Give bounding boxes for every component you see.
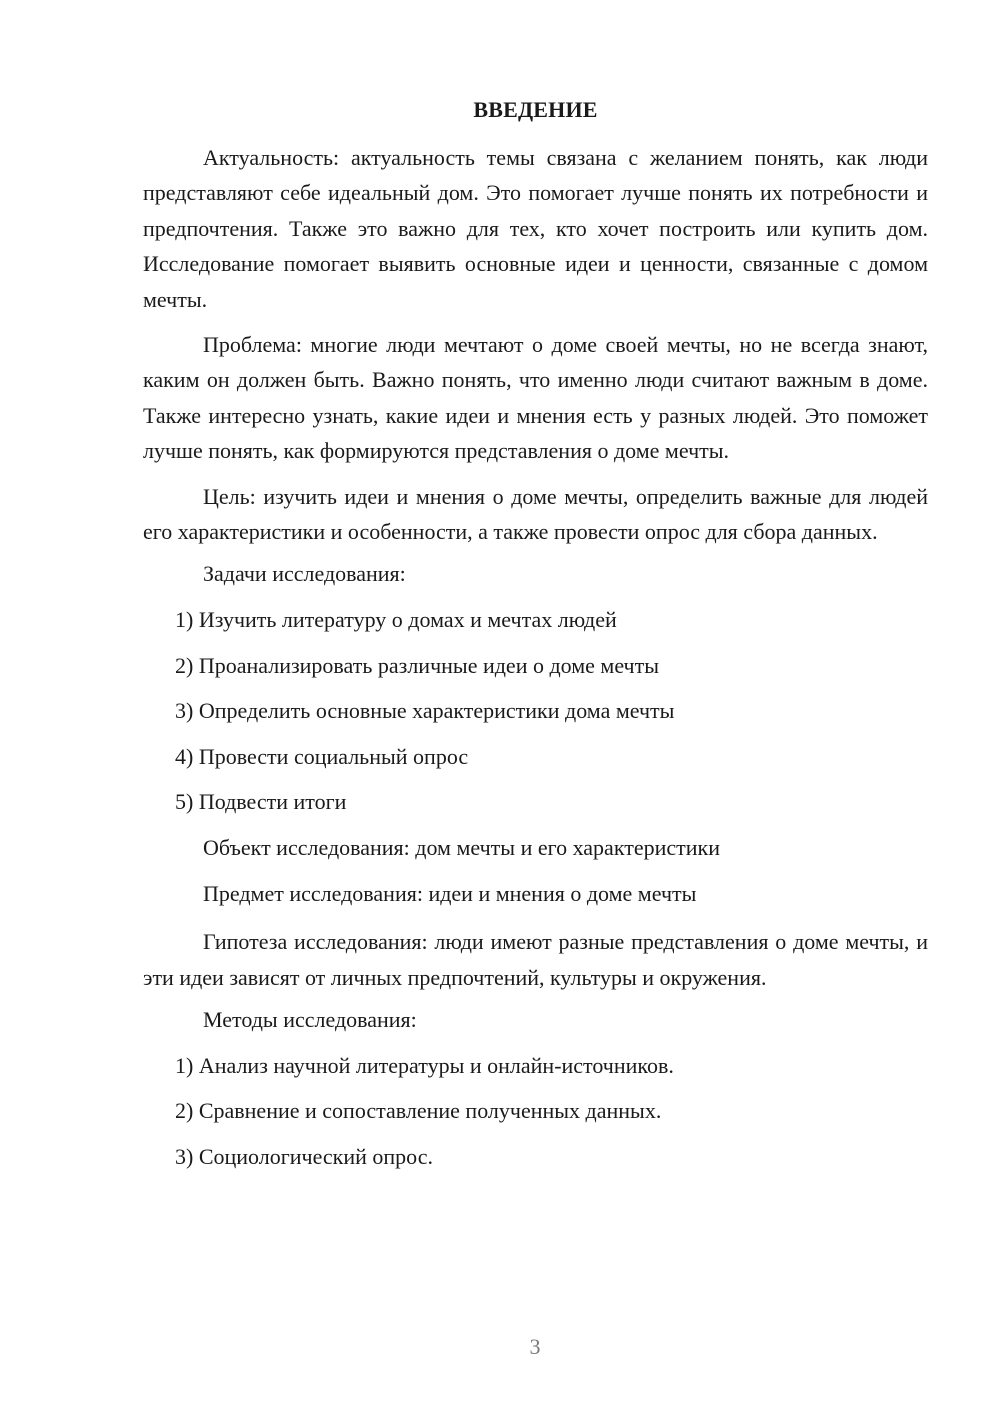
- problem-paragraph: Проблема: многие люди мечтают о доме своей мечты, но не всегда знают, каким он должен быть. Важно понять, что именно люди считают важным в доме. Также интересно узнать, какие идеи и мнения есть у разных людей. Это поможет лучше понять, как формируются представления о доме мечты.: [143, 332, 928, 464]
- tasks-heading: Задачи исследования:: [203, 561, 406, 587]
- method-item-1: 1) Анализ научной литературы и онлайн-источников.: [175, 1052, 674, 1078]
- page-number: 3: [529, 1334, 541, 1359]
- task-item-2: 2) Проанализировать различные идеи о доме мечты: [175, 652, 660, 678]
- method-item-3: 3) Социологический опрос.: [175, 1143, 433, 1169]
- task-item-1: 1) Изучить литературу о домах и мечтах людей: [175, 607, 617, 633]
- task-item-3: 3) Определить основные характеристики дома мечты: [175, 698, 675, 724]
- page-content: [143, 95, 928, 1187]
- page-title: ВВЕДЕНИЕ: [473, 97, 598, 122]
- goal-paragraph: Цель: изучить идеи и мнения о доме мечты, определить важные для людей его характеристики и особенности, а также провести опрос для сбора данных.: [143, 483, 928, 545]
- methods-heading: Методы исследования:: [203, 1007, 417, 1033]
- research-object: Объект исследования: дом мечты и его характеристики: [203, 835, 720, 861]
- relevance-paragraph: Актуальность: актуальность темы связана с желанием понять, как люди представляют себе идеальный дом. Это помогает лучше понять их потребности и предпочтения. Также это важно для тех, кто хочет построить или купить дом. Исследование помогает выявить основные идеи и ценности, связанные с домом мечты.: [143, 145, 928, 312]
- hypothesis-paragraph: Гипотеза исследования: люди имеют разные представления о доме мечты, и эти идеи зависят от личных предпочтений, культуры и окружения.: [143, 929, 928, 990]
- task-item-4: 4) Провести социальный опрос: [175, 743, 469, 769]
- method-item-2: 2) Сравнение и сопоставление полученных данных.: [175, 1098, 662, 1124]
- research-subject: Предмет исследования: идеи и мнения о доме мечты: [203, 880, 697, 906]
- task-item-5: 5) Подвести итоги: [175, 789, 347, 815]
